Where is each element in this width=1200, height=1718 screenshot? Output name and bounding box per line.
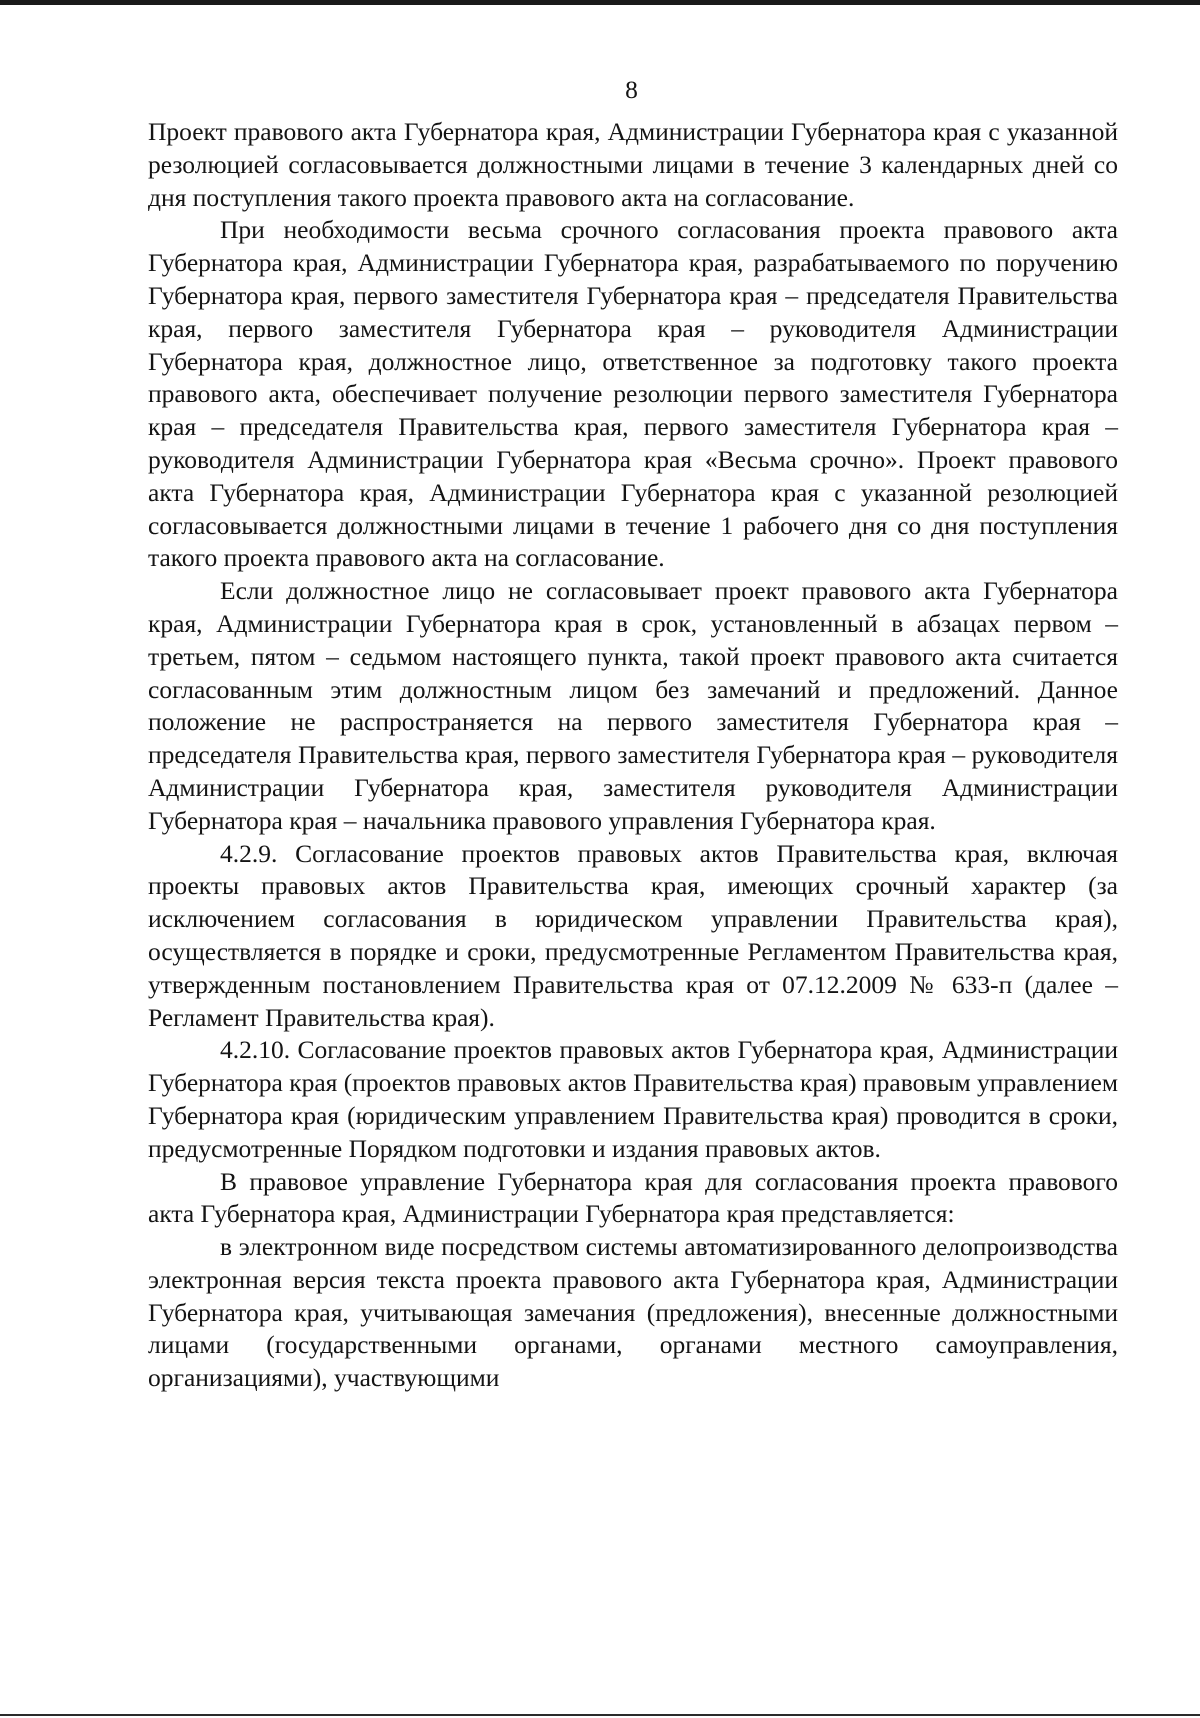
paragraph-4-2-9: 4.2.9. Согласование проектов правовых актов Правительства края, включая проекты правовых актов Правительства края, имеющих срочный характер (за исключением согласования в юридическом управлении Правительства края), осуществляется в порядке и сроки, предусмотренные Регламентом Правительства края, утвержденным постановлением Правительства края от 07.12.2009 № 633-п (далее – Регламент Правительства края). — [148, 838, 1118, 1032]
paragraph-2: При необходимости весьма срочного согласования проекта правового акта Губернатора края, Администрации Губернатора края, разрабатываемого по поручению Губернатора края, первого заместителя Губернатора края – председателя Правительства края, первого заместителя Губернатора края – руководителя Администрации Губернатора края, должностное лицо, ответственное за подготовку такого проекта правового акта, обеспечивает получение резолюции первого заместителя Губернатора края – председателя Правительства края, первого заместителя Губернатора края – руководителя Администрации Губернатора края «Весьма срочно». Проект правового акта Губернатора края, Администрации Губернатора края с указанной резолюцией согласовывается должностными лицами в течение 1 рабочего дня со дня поступления такого проекта правового акта на согласование. — [148, 215, 1118, 573]
paragraph-7: в электронном виде посредством системы автоматизированного делопроизводства электронная версия текста проекта правового акта Губернатора края, Администрации Губернатора края, учитывающая замечания (предложения), внесенные должностными лицами (государственными органами, органами местного самоуправления, организациями), участвующими — [148, 1232, 1118, 1393]
paragraph-3: Если должностное лицо не согласовывает проект правового акта Губернатора края, Администрации Губернатора края в срок, установленный в абзацах первом – третьем, пятом – седьмом настоящего пункта, такой проект правового акта считается согласованным этим должностным лицом без замечаний и предложений. Данное положение не распространяется на первого заместителя Губернатора края – председателя Правительства края, первого заместителя Губернатора края – руководителя Администрации Губернатора края, заместителя руководителя Администрации Губернатора края – начальника правового управления Губернатора края. — [148, 576, 1118, 835]
scan-top-edge — [0, 0, 1200, 5]
paragraph-6: В правовое управление Губернатора края для согласования проекта правового акта Губернатора края, Администрации Губернатора края представляется: — [148, 1166, 1118, 1229]
paragraph-4-2-10: 4.2.10. Согласование проектов правовых актов Губернатора края, Администрации Губернатора края (проектов правовых актов Правительства края) правовым управлением Губернатора края (юридическим управлением Правительства края) проводится в сроки, предусмотренные Порядком подготовки и издания правовых актов. — [148, 1035, 1118, 1163]
page-number: 8 — [625, 75, 638, 104]
document-body — [148, 116, 1118, 1395]
scan-bottom-edge — [0, 1714, 1200, 1716]
paragraph-1: Проект правового акта Губернатора края, Администрации Губернатора края с указанной резолюцией согласовывается должностными лицами в течение 3 календарных дней со дня поступления такого проекта правового акта на согласование. — [148, 117, 1118, 212]
